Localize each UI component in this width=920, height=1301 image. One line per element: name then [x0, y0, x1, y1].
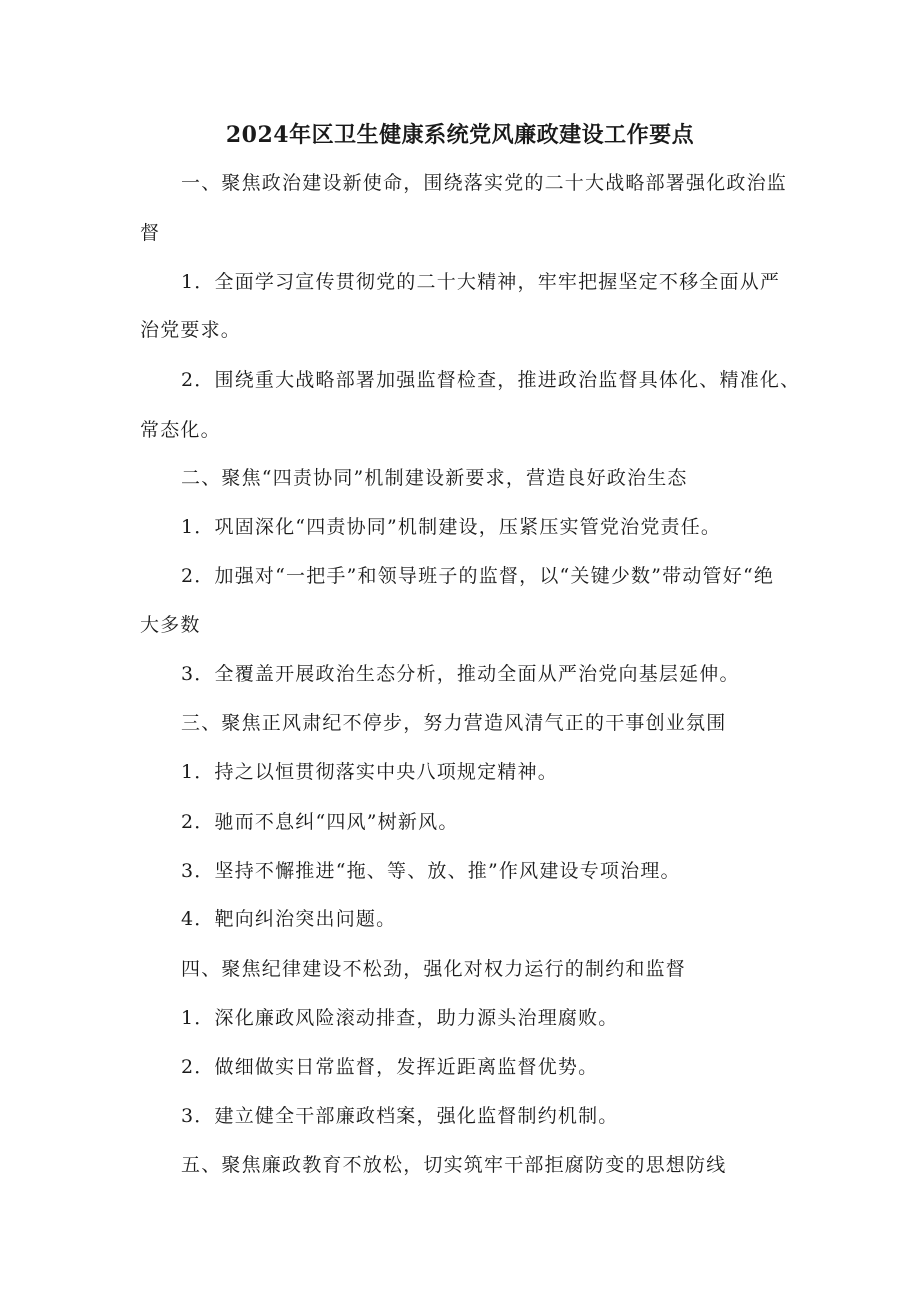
item-2-3: 3．全覆盖开展政治生态分析，推动全面从严治党向基层延伸。: [181, 663, 740, 685]
document-title: 2024年区卫生健康系统党风廉政建设工作要点: [225, 122, 695, 148]
item-3-2: 2．驰而不息纠“四风”树新风。: [181, 811, 459, 833]
item-4-2: 2．做细做实日常监督，发挥近距离监督优势。: [181, 1056, 599, 1078]
item-4-3: 3．建立健全干部廉政档案，强化监督制约机制。: [181, 1105, 619, 1127]
item-2-1: 1．巩固深化“四责协同”机制建设，压紧压实管党治党责任。: [181, 516, 722, 538]
item-3-1: 1．持之以恒贯彻落实中央八项规定精神。: [181, 761, 558, 783]
item-3-4: 4．靶向纠治突出问题。: [181, 908, 397, 930]
section-heading-2: 二、聚焦“四责协同”机制建设新要求，营造良好政治生态: [181, 467, 688, 489]
item-2-2-cont: 大多数: [140, 614, 201, 636]
section-heading-1-cont: 督: [140, 222, 161, 244]
section-heading-4: 四、聚焦纪律建设不松劲，强化对权力运行的制约和监督: [181, 958, 687, 980]
section-heading-5: 五、聚焦廉政教育不放松，切实筑牢干部拒腐防变的思想防线: [181, 1154, 727, 1176]
item-3-3: 3．坚持不懈推进“拖、等、放、推”作风建设专项治理。: [181, 860, 681, 882]
item-2-2: 2．加强对“一把手”和领导班子的监督，以“关键少数”带动管好“绝: [181, 565, 775, 587]
section-heading-3: 三、聚焦正风肃纪不停步，努力营造风清气正的干事创业氛围: [181, 712, 727, 734]
item-1-2-cont: 常态化。: [140, 419, 221, 441]
section-heading-1: 一、聚焦政治建设新使命，围绕落实党的二十大战略部署强化政治监: [181, 172, 788, 194]
item-4-1: 1．深化廉政风险滚动排查，助力源头治理腐败。: [181, 1007, 619, 1029]
item-1-2: 2．围绕重大战略部署加强监督检查，推进政治监督具体化、精准化、: [181, 369, 801, 391]
item-1-1-cont: 治党要求。: [140, 319, 242, 341]
item-1-1: 1．全面学习宣传贯彻党的二十大精神，牢牢把握坚定不移全面从严: [181, 271, 781, 293]
